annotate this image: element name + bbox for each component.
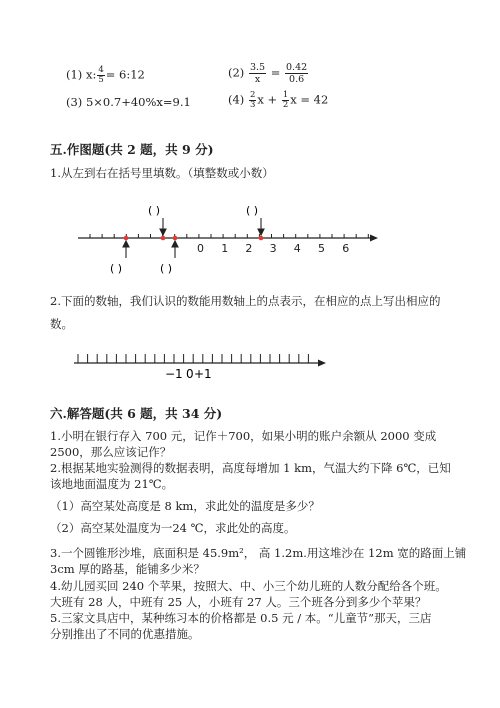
fraction-denominator: 3 bbox=[249, 100, 256, 110]
equation-text: = 6:12 bbox=[105, 67, 145, 82]
equation-4 bbox=[228, 91, 328, 110]
tick-label: 3 bbox=[269, 242, 277, 255]
red-point bbox=[259, 236, 264, 241]
sub-question-1: （1）高空某处高度是 8 km，求此处的温度是多少？ bbox=[50, 499, 320, 513]
axis-arrow-icon bbox=[370, 235, 378, 242]
problem-line: 4.幼儿园买回 240 个苹果，按照大、中、小三个幼儿班的人数分配给各个班。 bbox=[50, 579, 447, 593]
problem-line: 1.小明在银行存入 700 元，记作＋700，如果小明的账户余额从 2000 变成 bbox=[50, 429, 437, 443]
fraction-denominator: x bbox=[254, 74, 261, 85]
equation-number: (1) bbox=[66, 67, 83, 82]
tick-label-plus-1: +1 bbox=[194, 367, 212, 381]
answer-bracket: ( ) bbox=[110, 262, 123, 275]
equals-sign: = bbox=[270, 65, 281, 80]
red-point bbox=[124, 236, 129, 241]
sub-question-2: （2）高空某处温度为一24 ℃，求此处的高度。 bbox=[50, 521, 296, 535]
fraction-denominator: 5 bbox=[98, 75, 104, 85]
question-5-2-line-2: 数。 bbox=[50, 317, 73, 331]
tick-marks bbox=[78, 354, 308, 363]
fraction-numerator: 0.42 bbox=[286, 62, 308, 73]
tick-label-0: 0 bbox=[186, 367, 194, 381]
up-arrow-icon bbox=[123, 241, 129, 247]
down-arrow-icon bbox=[160, 229, 166, 235]
fraction-numerator: 3.5 bbox=[249, 62, 266, 73]
tick-label: 0 bbox=[197, 242, 204, 255]
answer-bracket: ( ) bbox=[148, 204, 161, 217]
problem-line: 2500，那么应该记作？ bbox=[50, 445, 172, 459]
equation-text: x: bbox=[85, 67, 97, 82]
question-5-1: 1.从左到右在括号里填数。（填整数或小数） bbox=[50, 166, 274, 180]
red-point bbox=[161, 236, 166, 241]
section-6-title: 六.解答题(共 6 题，共 34 分) bbox=[50, 406, 223, 421]
equation-1 bbox=[66, 66, 145, 85]
tick-label: 1 bbox=[221, 242, 229, 255]
tick-label: 4 bbox=[293, 242, 301, 255]
equation-3 bbox=[66, 95, 191, 109]
question-5-2-line-1: 2.下面的数轴，我们认识的数能用数轴上的点表示，在相应的点上写出相应的 bbox=[50, 294, 441, 308]
red-point bbox=[173, 236, 178, 241]
equation-number: (3) bbox=[66, 95, 83, 109]
up-arrow-icon bbox=[172, 241, 178, 247]
fraction-numerator: 2 bbox=[249, 90, 256, 100]
problem-line: 5.三家文具店中，某种练习本的价格都是 0.5 元 / 本。“儿童节”那天，三店 bbox=[50, 611, 432, 625]
equation-number: (4) bbox=[228, 92, 245, 107]
problem-line: 2.根据某地实验测得的数据表明，高度每增加 1 km，气温大约下降 6℃，已知 bbox=[50, 461, 451, 475]
tick-label: 6 bbox=[342, 242, 350, 255]
tick-label: 5 bbox=[318, 242, 325, 255]
tick-label: 2 bbox=[245, 242, 253, 255]
problem-line: 大班有 28 人，中班有 25 人，小班有 27 人。三个班各分到多少个苹果？ bbox=[50, 595, 427, 609]
problem-line: 该地地面温度为 21℃。 bbox=[50, 477, 174, 491]
fraction-denominator: 2 bbox=[282, 100, 289, 110]
number-line-2 bbox=[72, 352, 332, 382]
equation-text: x = 42 bbox=[290, 92, 329, 107]
number-line-1 bbox=[60, 196, 390, 286]
section-5-title: 五.作图题(共 2 题，共 9 分) bbox=[50, 142, 214, 157]
equation-text: x + bbox=[257, 92, 278, 107]
fraction-denominator: 0.6 bbox=[289, 74, 305, 85]
answer-bracket: ( ) bbox=[160, 262, 173, 275]
tick-label-minus-1: −1 bbox=[165, 367, 183, 381]
tick-labels bbox=[197, 242, 349, 255]
axis-arrow-icon bbox=[318, 360, 326, 367]
equation-2 bbox=[228, 62, 309, 85]
problem-3-line-2: 3cm 厚的路基，能铺多少米？ bbox=[50, 562, 205, 576]
equation-number: (2) bbox=[228, 65, 245, 80]
fraction-numerator: 1 bbox=[282, 90, 289, 100]
problem-line: 分别推出了不同的优惠措施。 bbox=[50, 627, 200, 641]
tick-marks bbox=[90, 234, 368, 238]
problem-3-line-1: 3.一个圆锥形沙堆，底面积是 45.9m²， 高 1.2m.用这堆沙在 12m 宽的路面上铺 bbox=[50, 546, 467, 560]
equation-text: 5×0.7+40%x=9.1 bbox=[85, 95, 191, 109]
fraction-numerator: 4 bbox=[98, 65, 104, 75]
answer-bracket: ( ) bbox=[246, 204, 259, 217]
